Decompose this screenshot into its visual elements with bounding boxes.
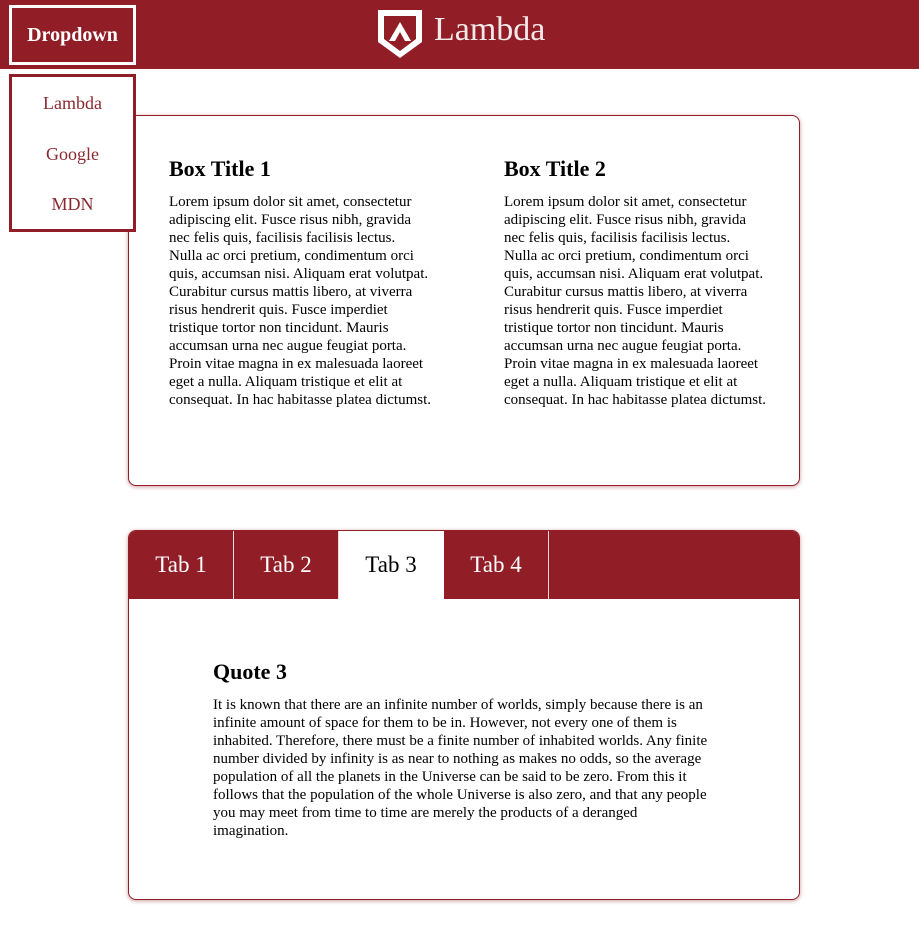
tab-bar <box>129 531 799 599</box>
logo-text: Lambda <box>434 11 546 48</box>
tab-content <box>213 659 713 840</box>
quote-title: Quote 3 <box>213 659 287 684</box>
box-title: Box Title 1 <box>169 156 271 181</box>
dropdown-item-mdn[interactable]: MDN <box>51 194 94 214</box>
dropdown-item-google[interactable]: Google <box>46 144 99 164</box>
box-text: Lorem ipsum dolor sit amet, consectetur adipiscing elit. Fusce risus nibh, gravida nec felis quis, facilisis facilisis lectus. Nulla ac orci pretium, condimentum orci quis, accumsan nisi. Aliquam erat volutpat. Curabitur cursus mattis libero, at viverra risus hendrerit quis. Fusce imperdiet tristique tortor non tincidunt. Mauris accumsan urna nec augue feugiat porta. Proin vitae magna in ex malesuada laoreet eget a nulla. Aliquam tristique et elit at consequat. In hac habitasse platea dictumst. <box>504 194 766 408</box>
tab-2[interactable]: Tab 2 <box>234 531 339 599</box>
logo[interactable] <box>376 8 545 60</box>
lambda-shield-icon <box>376 8 424 60</box>
dropdown-button[interactable]: Dropdown <box>9 5 136 65</box>
box-1 <box>169 156 431 409</box>
box-title: Box Title 2 <box>504 156 606 181</box>
header-bar <box>0 0 919 69</box>
dropdown-menu <box>9 74 136 232</box>
tab-4[interactable]: Tab 4 <box>444 531 549 599</box>
dropdown-item-lambda[interactable]: Lambda <box>43 93 102 113</box>
quote-text: It is known that there are an infinite number of worlds, simply because there is an infinite amount of space for them to be in. However, not every one of them is inhabited. Therefore, there must be a finite number of inhabited worlds. Any finite number divided by infinity is as near to nothing as makes no odds, so the average population of all the planets in the Universe can be said to be zero. From this it follows that the population of the whole Universe is also zero, and that any people you may meet from time to time are merely the products of a deranged imagination. <box>213 697 708 839</box>
box-2 <box>504 156 766 409</box>
tab-1[interactable]: Tab 1 <box>129 531 234 599</box>
box-text: Lorem ipsum dolor sit amet, consectetur adipiscing elit. Fusce risus nibh, gravida nec felis quis, facilisis facilisis lectus. Nulla ac orci pretium, condimentum orci quis, accumsan nisi. Aliquam erat volutpat. Curabitur cursus mattis libero, at viverra risus hendrerit quis. Fusce imperdiet tristique tortor non tincidunt. Mauris accumsan urna nec augue feugiat porta. Proin vitae magna in ex malesuada laoreet eget a nulla. Aliquam tristique et elit at consequat. In hac habitasse platea dictumst. <box>169 194 431 408</box>
boxes-card <box>128 115 800 486</box>
tab-3[interactable]: Tab 3 <box>339 531 444 599</box>
tabs-card <box>128 530 800 900</box>
